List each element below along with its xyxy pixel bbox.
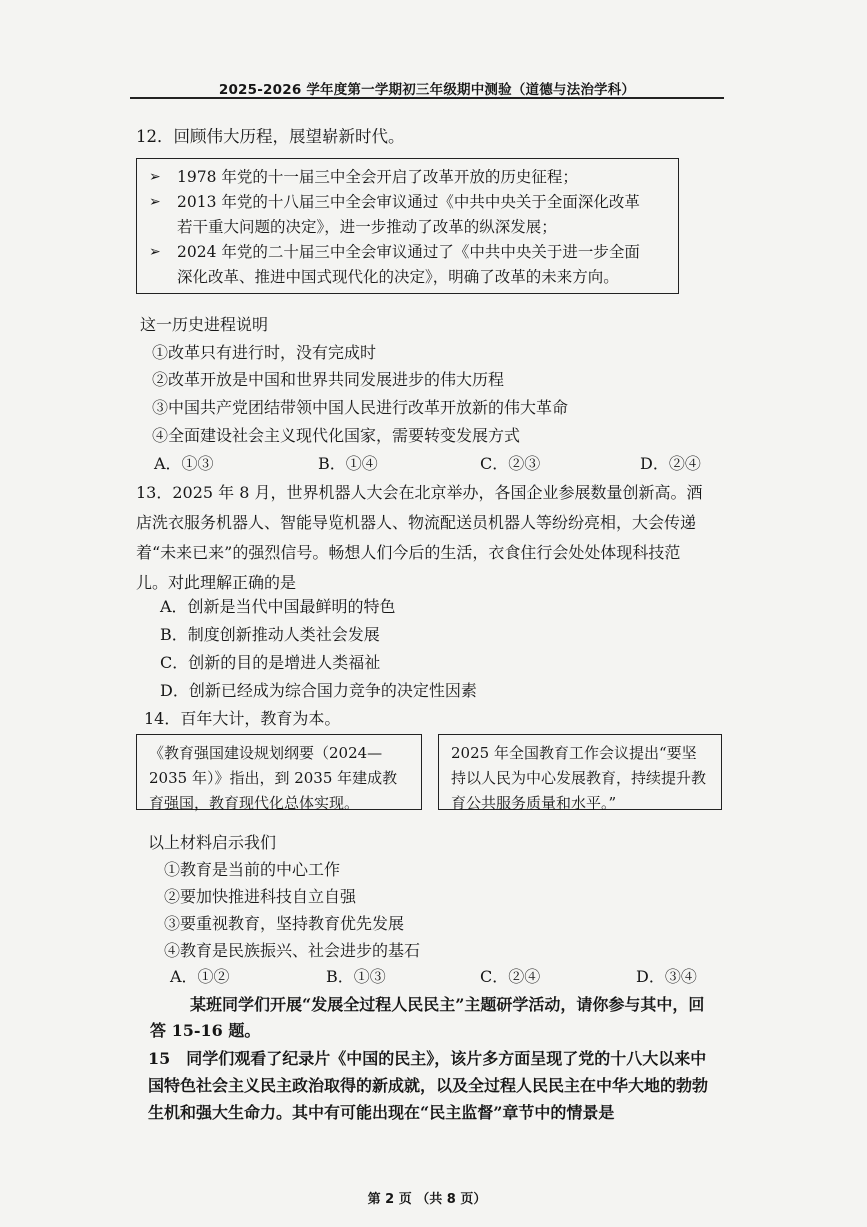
q15-stem-line: 15 同学们观看了纪录片《中国的民主》，该片多方面呈现了党的十八大以来中	[148, 1049, 707, 1068]
q14-option-c[interactable]: C．②④	[480, 967, 541, 986]
q12-bullet-text: 2013 年党的十八届三中全会审议通过《中共中央关于全面深化改革若干重大问题的决定》，进一步推动了改革的纵深发展；	[177, 193, 640, 236]
section-intro-line: 答 15-16 题。	[150, 1021, 261, 1040]
page-header: 2025-2026 学年度第一学期初三年级期中测验（道德与法治学科）	[218, 82, 636, 98]
q14-option-d[interactable]: D．③④	[636, 967, 697, 986]
q14-stem: 14．百年大计，教育为本。	[144, 709, 341, 728]
q14-statement: ③要重视教育，坚持教育优先发展	[164, 914, 405, 933]
q15-stem-line: 生机和强大生命力。其中有可能出现在“民主监督”章节中的情景是	[148, 1103, 615, 1122]
q12-bullet	[149, 240, 668, 290]
q12-option-b[interactable]: B．①④	[318, 454, 378, 473]
q12-statement: ④全面建设社会主义现代化国家，需要转变发展方式	[152, 426, 521, 445]
q12-bullet	[149, 165, 668, 190]
q12-bullet-text: 2024 年党的二十届三中全会审议通过了《中共中央关于进一步全面深化改革、推进中国式现代化的决定》，明确了改革的未来方向。	[177, 243, 640, 286]
q14-prompt: 以上材料启示我们	[148, 833, 277, 852]
q13-stem-line: 着“未来已来”的强烈信号。畅想人们今后的生活，衣食住行会处处体现科技范	[136, 543, 681, 562]
section-intro-line: 某班同学们开展“发展全过程人民民主”主题研学活动，请你参与其中，回	[190, 995, 705, 1014]
q12-option-a[interactable]: A．①③	[154, 454, 214, 473]
q12-statement: ①改革只有进行时，没有完成时	[152, 343, 377, 362]
q12-stem: 12．回顾伟大历程，展望崭新时代。	[136, 127, 405, 146]
q13-stem-line: 儿。对此理解正确的是	[136, 573, 297, 592]
q14-material-left: 《教育强国建设规划纲要（2024—2035 年）》指出，到 2035 年建成教育强国，教育现代化总体实现。	[136, 734, 422, 810]
q14-statement: ①教育是当前的中心工作	[164, 860, 341, 879]
q12-bullet-text: 1978 年党的十一届三中全会开启了改革开放的历史征程；	[177, 168, 578, 186]
q14-statement: ②要加快推进科技自立自强	[164, 887, 357, 906]
q12-material-box	[136, 158, 679, 294]
q13-option-d[interactable]: D．创新已经成为综合国力竞争的决定性因素	[160, 681, 477, 700]
q14-statement: ④教育是民族振兴、社会进步的基石	[164, 941, 421, 960]
q15-stem-line: 国特色社会主义民主政治取得的新成就，以及全过程人民民主在中华大地的勃勃	[148, 1076, 709, 1095]
header-divider	[130, 97, 724, 99]
q12-statement: ②改革开放是中国和世界共同发展进步的伟大历程	[152, 370, 505, 389]
q12-option-d[interactable]: D．②④	[640, 454, 701, 473]
q12-prompt: 这一历史进程说明	[140, 315, 269, 334]
arrow-bullet-icon: ➢	[149, 244, 161, 260]
q13-option-b[interactable]: B．制度创新推动人类社会发展	[160, 625, 380, 644]
q12-option-c[interactable]: C．②③	[480, 454, 541, 473]
q13-option-c[interactable]: C．创新的目的是增进人类福祉	[160, 653, 381, 672]
q12-bullet	[149, 190, 668, 240]
q14-option-a[interactable]: A．①②	[170, 967, 230, 986]
arrow-bullet-icon: ➢	[149, 169, 161, 185]
q13-stem-line: 店洗衣服务机器人、智能导览机器人、物流配送员机器人等纷纷亮相，大会传递	[136, 513, 697, 532]
q14-material-right: 2025 年全国教育工作会议提出“要坚持以人民为中心发展教育，持续提升教育公共服务质量和水平。”	[438, 734, 722, 810]
arrow-bullet-icon: ➢	[149, 194, 161, 210]
page-footer: 第 2 页 （共 8 页）	[367, 1192, 487, 1207]
q12-statement: ③中国共产党团结带领中国人民进行改革开放新的伟大革命	[152, 398, 569, 417]
q13-option-a[interactable]: A．创新是当代中国最鲜明的特色	[160, 597, 396, 616]
q13-stem-line: 13．2025 年 8 月，世界机器人大会在北京举办，各国企业参展数量创新高。酒	[136, 483, 703, 502]
q14-option-b[interactable]: B．①③	[326, 967, 386, 986]
